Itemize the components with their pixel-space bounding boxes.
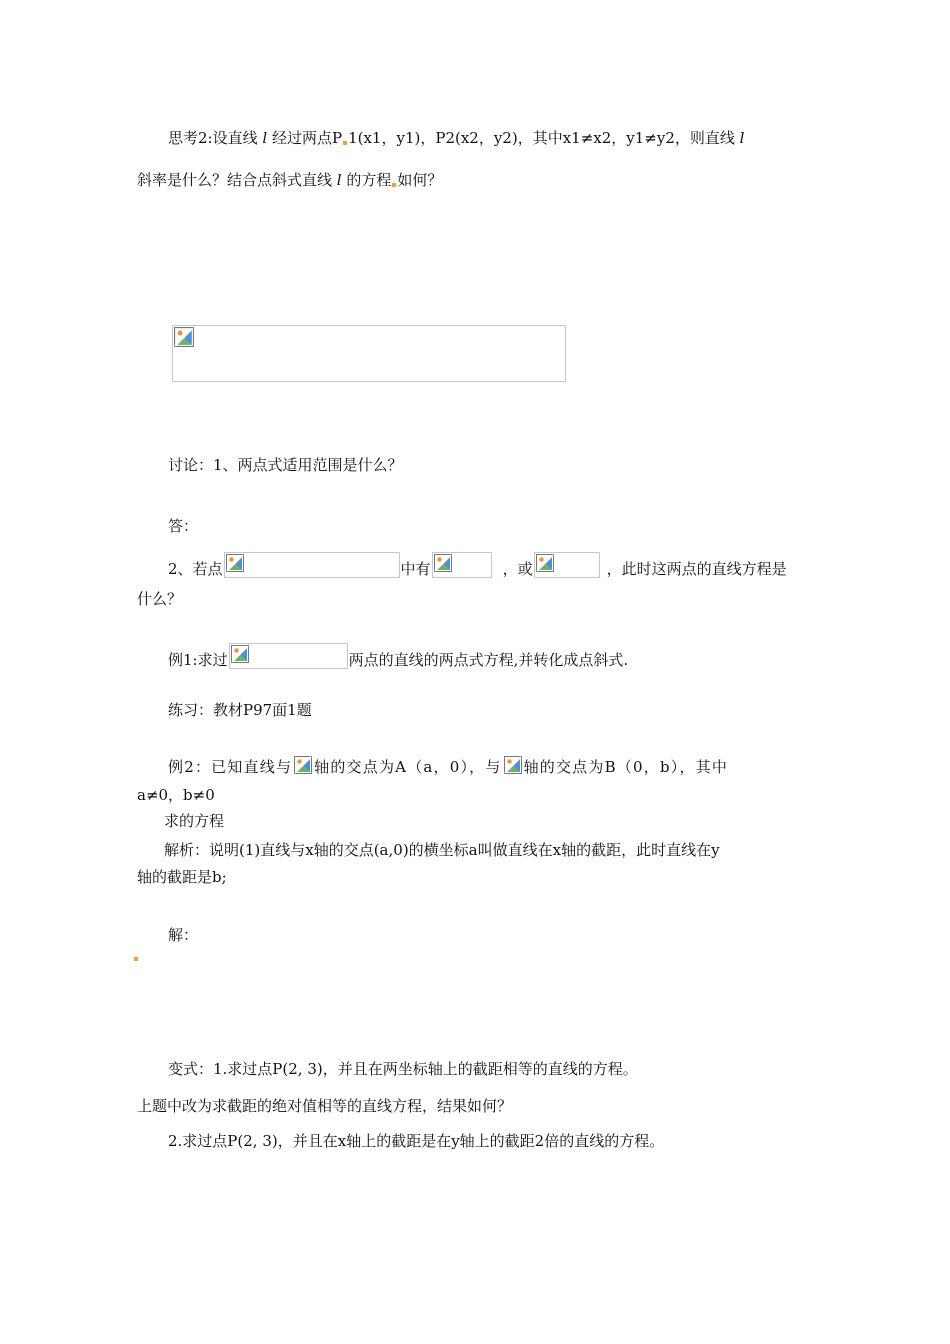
analysis-line1: 解析：说明(1)直线与x轴的交点(a,0)的横坐标a叫做直线在x轴的截距，此时直线在y [164, 841, 720, 859]
variant1-followup: 上题中改为求截距的绝对值相等的直线方程，结果如何？ [137, 1097, 513, 1115]
q2-text-a: 2、若点 [168, 560, 223, 578]
line-var-l: l [262, 129, 268, 147]
variant1: 变式：1.求过点P(2, 3)，并且在两坐标轴上的截距相等的直线的方程。 [168, 1060, 638, 1078]
think2-line1 [168, 128, 744, 148]
example2-line1 [168, 755, 728, 777]
broken-image-icon [434, 554, 452, 572]
formula-image-placeholder [229, 643, 348, 669]
broken-image-icon [294, 756, 312, 774]
think2-text-d: 斜率是什么？结合点斜式直线 [137, 171, 333, 189]
analysis-line2: 轴的截距是b; [137, 868, 227, 886]
discussion-q2-line2: 什么？ [137, 590, 183, 608]
broken-image-icon [231, 645, 249, 663]
example2-text-a: 例2：已知直线与 [168, 758, 293, 776]
line-var-l: l [336, 171, 342, 189]
answer-label: 答： [168, 517, 199, 535]
marker-icon [134, 957, 138, 961]
broken-image-icon [536, 554, 554, 572]
example2-line3: 求的方程 [164, 812, 225, 830]
formula-image-placeholder [172, 325, 566, 382]
discussion-q2-line1 [168, 552, 787, 579]
think2-text-c: 1(x1，y1)，P2(x2，y2)，其中x1≠x2，y1≠y2，则直线 [348, 129, 735, 147]
think2-text-a: 思考2:设直线 [168, 129, 258, 147]
example1 [168, 643, 628, 670]
variant2: 2.求过点P(2, 3)，并且在x轴上的截距是在y轴上的截距2倍的直线的方程。 [168, 1132, 665, 1150]
broken-image-icon [504, 756, 522, 774]
think2-text-b: 经过两点P [271, 129, 343, 147]
example2-text-b: 轴的交点为A（a，0），与 [314, 758, 502, 776]
broken-image-icon [226, 554, 244, 572]
q2-text-c: ，或 [502, 560, 533, 578]
think2-text-e: 的方程 [346, 171, 392, 189]
q2-text-d: ，此时这两点的直线方程是 [606, 560, 787, 578]
example1-text-a: 例1:求过 [168, 651, 228, 669]
formula-image-placeholder [224, 552, 400, 578]
solution-label: 解： [168, 926, 199, 944]
think2-line2 [137, 170, 442, 190]
think2-text-f: 如何？ [397, 171, 443, 189]
marker-icon [343, 141, 347, 145]
marker-icon [392, 183, 396, 187]
example1-text-b: 两点的直线的两点式方程,并转化成点斜式. [348, 651, 629, 669]
example2-line2: a≠0，b≠0 [137, 786, 215, 804]
formula-image-placeholder [534, 552, 600, 578]
formula-image-placeholder [503, 755, 523, 775]
practice-line: 练习：教材P97面1题 [168, 701, 312, 719]
formula-image-placeholder [293, 755, 313, 775]
discussion-q1: 讨论：1、两点式适用范围是什么？ [168, 456, 403, 474]
formula-image-placeholder [432, 552, 492, 578]
q2-text-b: 中有 [400, 560, 431, 578]
broken-image-icon [174, 327, 194, 347]
example2-text-c: 轴的交点为B（0，b），其中 [523, 758, 729, 776]
line-var-l: l [739, 129, 745, 147]
